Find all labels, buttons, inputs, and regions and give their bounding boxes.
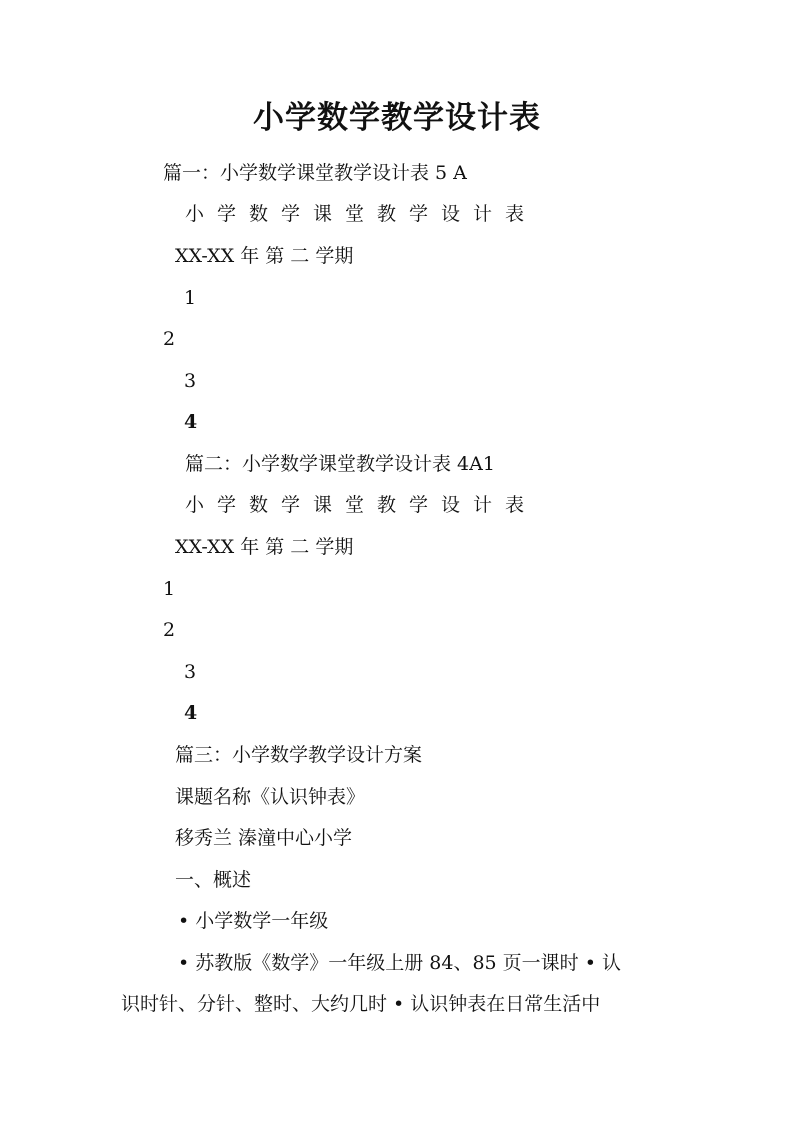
form-title: 小学数学课堂教学设计表 (185, 203, 538, 225)
overview-heading: 一、概述 (175, 869, 252, 891)
semester-line: XX-XX 年 第 二 学期 (175, 536, 354, 558)
section-one-heading: 篇一：小学数学课堂教学设计表 5 A (163, 162, 467, 184)
list-number: 2 (163, 328, 176, 350)
form-title: 小学数学课堂教学设计表 (185, 494, 538, 516)
section-two-heading: 篇二：小学数学课堂教学设计表 4A1 (185, 453, 495, 475)
bullet-item: • 小学数学一年级 (178, 910, 329, 932)
list-number: 2 (163, 619, 176, 641)
paragraph-continuation: 识时针、分针、整时、大约几时 • 认识钟表在日常生活中 (121, 993, 601, 1015)
semester-line: XX-XX 年 第 二 学期 (175, 245, 354, 267)
list-number: 1 (163, 578, 176, 600)
section-three-heading: 篇三：小学数学教学设计方案 (175, 744, 423, 766)
list-number: 4 (184, 411, 198, 433)
author-school: 移秀兰 溱潼中心小学 (175, 827, 353, 849)
bullet-item: • 苏教版《数学》一年级上册 84、85 页一课时 • 认 (178, 952, 621, 974)
list-number: 1 (184, 287, 197, 309)
list-number: 4 (184, 702, 198, 724)
lesson-name: 课题名称《认识钟表》 (175, 786, 366, 808)
list-number: 3 (184, 661, 197, 683)
document-title: 小学数学教学设计表 (253, 100, 541, 136)
list-number: 3 (184, 370, 197, 392)
